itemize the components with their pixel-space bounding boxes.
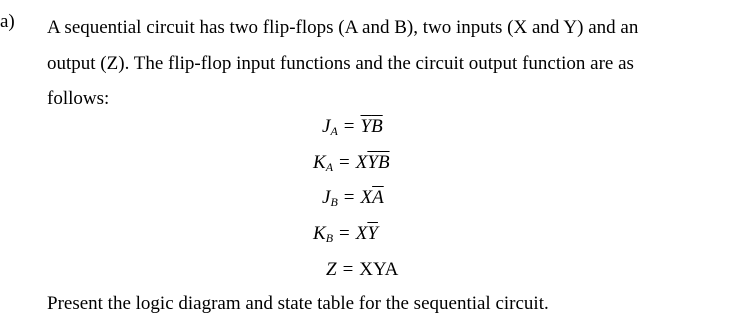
equation-subscript: A [325, 160, 334, 174]
equation-lhs: J [322, 187, 331, 208]
complemented-variable: $\overline{B}$ [371, 116, 383, 137]
equation-jb [322, 186, 384, 214]
equation-lhs: K [313, 152, 326, 173]
equation-lhs: J [322, 116, 331, 137]
complemented-variable: $\overline{A}$ [372, 187, 384, 208]
complemented-variable: $\overline{B}$ [377, 152, 390, 173]
equation-ja [322, 115, 383, 143]
question-paragraph [47, 10, 717, 117]
equation-lhs: Z [326, 259, 337, 280]
paragraph-line-1: A sequential circuit has two flip-flops (A and B), two inputs (X and Y) and an [47, 17, 639, 38]
equation-lhs: K [313, 223, 326, 244]
paragraph-line-2: output (Z). The flip-flop input functions and the circuit output function are as [47, 52, 634, 74]
complemented-variable: $\overline{Y}$ [360, 116, 372, 137]
variable: X [360, 187, 373, 208]
complemented-variable: $\overline{Y}$ [367, 152, 378, 173]
equation-subscript: B [325, 231, 334, 245]
equation-subscript: B [330, 195, 338, 209]
equation-z [326, 258, 398, 282]
equation-kb [313, 222, 378, 250]
equals-sign: = [339, 223, 350, 244]
variable: X [355, 152, 368, 173]
equation-ka [313, 151, 390, 179]
variable: X [355, 223, 368, 244]
complemented-variable: $\overline{Y}$ [367, 223, 378, 244]
equals-sign: = [339, 152, 350, 173]
equals-sign: = [343, 187, 355, 208]
equals-sign: = [343, 116, 355, 137]
equation-subscript: A [330, 124, 338, 138]
instruction-text: Present the logic diagram and state table for the sequential circuit. [47, 293, 549, 314]
paragraph-line-3: follows: [47, 88, 110, 109]
equals-sign: = [342, 259, 354, 280]
variable: XYA [359, 259, 399, 280]
question-label: a) [0, 11, 15, 32]
